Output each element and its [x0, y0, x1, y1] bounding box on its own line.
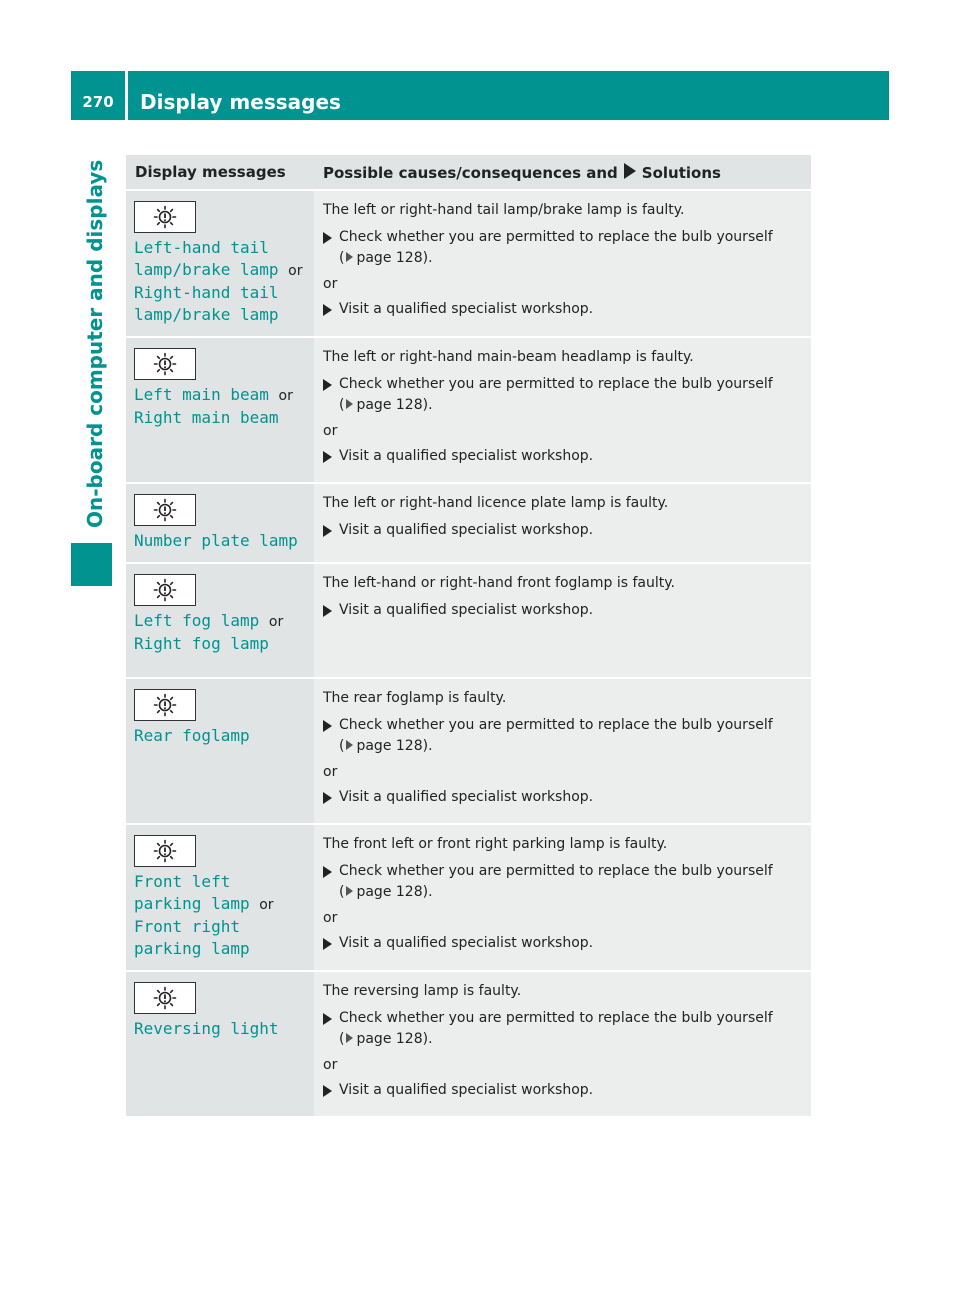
display-message-text: [134, 530, 306, 552]
page-number: 270: [82, 93, 114, 111]
header-divider: [125, 71, 128, 120]
bulb-failure-icon: [134, 348, 196, 380]
display-message: Number plate lamp: [134, 531, 298, 550]
display-message: Front right parking lamp: [134, 917, 250, 958]
solution-arrow-icon: [323, 525, 332, 537]
solution-arrow-icon: [323, 938, 332, 950]
bulb-failure-icon: [134, 689, 196, 721]
check-instruction: [323, 227, 801, 269]
check-text: Check whether you are permitted to replace the bulb yourself: [339, 863, 773, 879]
visit-instruction: [323, 446, 801, 467]
or-separator: or: [268, 614, 284, 630]
or-separator: or: [278, 388, 293, 404]
display-message: Rear foglamp: [134, 726, 250, 745]
cause-text: The left or right-hand tail lamp/brake lamp is faulty.: [323, 202, 685, 218]
check-instruction: [323, 1008, 801, 1050]
display-message-text: [134, 384, 306, 429]
display-message: Left fog lamp: [134, 611, 260, 630]
display-message-text: [134, 610, 306, 655]
page-reference: page 128).: [356, 1031, 433, 1047]
or-separator: or: [323, 764, 338, 780]
table-row: [126, 190, 811, 337]
visit-instruction: [323, 299, 801, 320]
col-header-causes-solutions: [314, 155, 811, 190]
display-message: Reversing light: [134, 1019, 279, 1038]
display-message-cell: [126, 563, 314, 678]
display-message-text: [134, 871, 306, 960]
table-row: [126, 563, 811, 678]
display-message-cell: [126, 337, 314, 483]
solution-arrow-icon: [624, 163, 636, 179]
visit-text: Visit a qualified specialist workshop.: [339, 522, 594, 538]
causes-solutions-cell: [314, 337, 811, 483]
visit-instruction: [323, 520, 801, 541]
page-reference-icon: [346, 740, 353, 750]
page-reference: page 128).: [356, 250, 433, 266]
check-instruction: [323, 715, 801, 757]
display-message-cell: [126, 678, 314, 824]
display-message-cell: [126, 824, 314, 971]
bulb-failure-icon: [134, 835, 196, 867]
solution-arrow-icon: [323, 720, 332, 732]
page-reference: page 128).: [356, 738, 433, 754]
visit-instruction: [323, 933, 801, 954]
bulb-failure-icon: [134, 574, 196, 606]
bulb-failure-icon: [134, 201, 196, 233]
display-message-text: [134, 237, 306, 326]
causes-solutions-cell: [314, 563, 811, 678]
display-message-cell: [126, 971, 314, 1117]
bulb-failure-icon: [134, 494, 196, 526]
page-ref-open: (: [339, 738, 345, 754]
solution-arrow-icon: [323, 1013, 332, 1025]
page-reference: page 128).: [356, 884, 433, 900]
solution-arrow-icon: [323, 605, 332, 617]
solution-arrow-icon: [323, 1085, 332, 1097]
page-reference-icon: [346, 252, 353, 262]
causes-solutions-cell: [314, 971, 811, 1117]
or-separator: or: [323, 910, 338, 926]
visit-text: Visit a qualified specialist workshop.: [339, 301, 594, 317]
cause-text: The left-hand or right-hand front foglamp is faulty.: [323, 575, 675, 591]
or-separator: or: [288, 263, 303, 279]
check-text: Check whether you are permitted to replace the bulb yourself: [339, 376, 773, 392]
visit-instruction: [323, 600, 801, 621]
causes-solutions-cell: [314, 483, 811, 563]
causes-solutions-cell: [314, 190, 811, 337]
display-message: Right fog lamp: [134, 634, 269, 653]
page-ref-open: (: [339, 884, 345, 900]
causes-solutions-cell: [314, 824, 811, 971]
table-row: [126, 337, 811, 483]
page-reference-icon: [346, 399, 353, 409]
cause-text: The rear foglamp is faulty.: [323, 690, 507, 706]
solution-arrow-icon: [323, 379, 332, 391]
display-message: Front left parking lamp: [134, 872, 250, 913]
display-message-cell: [126, 483, 314, 563]
check-text: Check whether you are permitted to replace the bulb yourself: [339, 717, 773, 733]
table-row: [126, 971, 811, 1117]
or-separator: or: [323, 423, 338, 439]
or-separator: or: [323, 1057, 338, 1073]
visit-text: Visit a qualified specialist workshop.: [339, 935, 594, 951]
check-text: Check whether you are permitted to replace the bulb yourself: [339, 1010, 773, 1026]
section-side-marker: [71, 543, 112, 586]
solution-arrow-icon: [323, 232, 332, 244]
solution-arrow-icon: [323, 451, 332, 463]
visit-text: Visit a qualified specialist workshop.: [339, 789, 594, 805]
page-reference-icon: [346, 886, 353, 896]
table-row: [126, 824, 811, 971]
cause-text: The reversing lamp is faulty.: [323, 983, 522, 999]
display-message: Right-hand tail lamp/brake lamp: [134, 283, 279, 324]
section-side-title: On-board computer and displays: [83, 159, 107, 528]
table-header-row: [126, 155, 811, 190]
table-row: [126, 483, 811, 563]
display-message-text: [134, 1018, 306, 1040]
display-message: Left-hand tail lamp/brake lamp: [134, 238, 279, 279]
col-header-solutions-text: Solutions: [641, 163, 721, 182]
check-instruction: [323, 374, 801, 416]
col-header-causes-text: Possible causes/consequences and: [323, 163, 618, 182]
visit-text: Visit a qualified specialist workshop.: [339, 602, 594, 618]
visit-text: Visit a qualified specialist workshop.: [339, 1082, 594, 1098]
or-separator: or: [323, 276, 338, 292]
page-reference: page 128).: [356, 397, 433, 413]
causes-solutions-cell: [314, 678, 811, 824]
check-instruction: [323, 861, 801, 903]
page-ref-open: (: [339, 1031, 345, 1047]
cause-text: The left or right-hand main-beam headlamp is faulty.: [323, 349, 694, 365]
display-message-text: [134, 725, 306, 747]
display-message-cell: [126, 190, 314, 337]
table-row: [126, 678, 811, 824]
display-message: Right main beam: [134, 408, 279, 427]
page-reference-icon: [346, 1033, 353, 1043]
page-ref-open: (: [339, 250, 345, 266]
cause-text: The front left or front right parking lamp is faulty.: [323, 836, 668, 852]
visit-instruction: [323, 787, 801, 808]
visit-instruction: [323, 1080, 801, 1101]
or-separator: or: [259, 897, 274, 913]
col-header-display-messages: Display messages: [126, 155, 314, 190]
solution-arrow-icon: [323, 866, 332, 878]
visit-text: Visit a qualified specialist workshop.: [339, 448, 594, 464]
page-title: Display messages: [140, 90, 341, 114]
display-messages-table: [126, 155, 811, 1118]
solution-arrow-icon: [323, 304, 332, 316]
display-message: Left main beam: [134, 385, 269, 404]
page-ref-open: (: [339, 397, 345, 413]
bulb-failure-icon: [134, 982, 196, 1014]
cause-text: The left or right-hand licence plate lamp is faulty.: [323, 495, 669, 511]
check-text: Check whether you are permitted to replace the bulb yourself: [339, 229, 773, 245]
solution-arrow-icon: [323, 792, 332, 804]
